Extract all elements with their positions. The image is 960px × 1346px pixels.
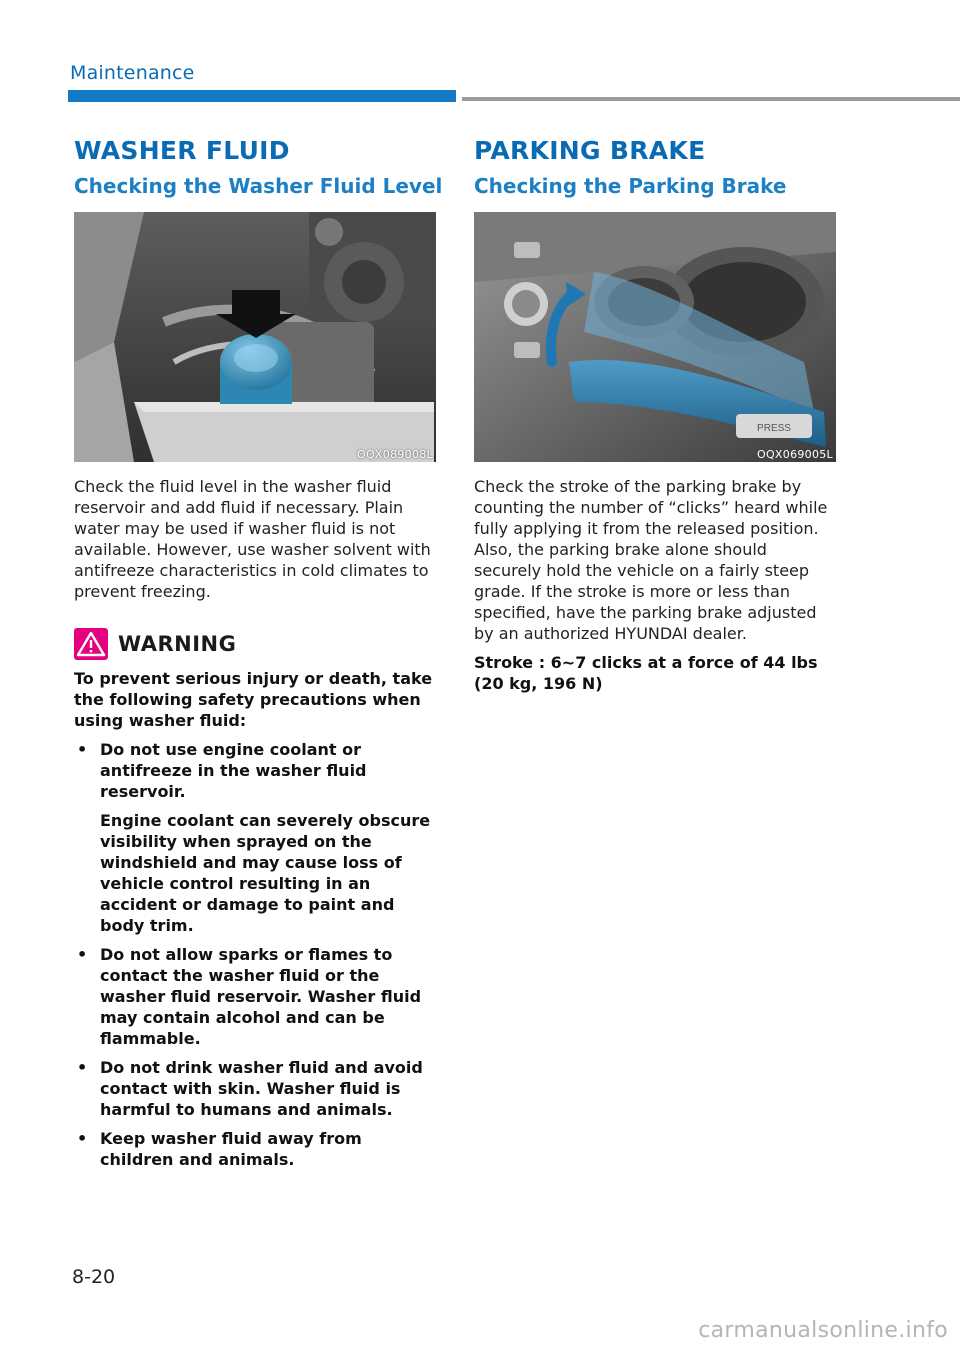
warning-label: WARNING xyxy=(118,632,237,656)
warning-item-text: Do not drink washer fluid and avoid contact with skin. Washer fluid is harmful to humans and animals. xyxy=(100,1058,423,1119)
warning-item-text: Do not use engine coolant or antifreeze in the washer fluid reservoir. xyxy=(100,740,367,801)
warning-item xyxy=(74,1057,436,1120)
section-title-parking-brake: PARKING BRAKE xyxy=(474,136,706,165)
warning-list xyxy=(74,739,436,1170)
parking-brake-illustration xyxy=(474,212,836,462)
site-watermark: carmanualsonline.info xyxy=(698,1318,948,1343)
page-number: 8-20 xyxy=(72,1266,116,1288)
subsection-title-parking-brake: Checking the Parking Brake xyxy=(474,174,787,198)
parking-brake-spec: Stroke : 6~7 clicks at a force of 44 lbs (20 kg, 196 N) xyxy=(474,653,818,693)
parking-brake-figure xyxy=(474,212,836,462)
warning-item-detail: Engine coolant can severely obscure visibility when sprayed on the windshield and may cause loss of vehicle control resulting in an accident or damage to paint and body trim. xyxy=(100,811,431,935)
subsection-title-washer-level: Checking the Washer Fluid Level xyxy=(74,174,443,198)
warning-item xyxy=(74,944,436,1049)
warning-item-text: Do not allow sparks or flames to contact the washer fluid or the washer fluid reservoir. Washer fluid may contain alcohol and can be flammable. xyxy=(100,945,422,1048)
washer-fluid-paragraph: Check the fluid level in the washer fluid reservoir and add fluid if necessary. Plain water may be used if washer fluid is not available. However, use washer solvent with antifreeze characteristics in cold climates to prevent freezing. xyxy=(74,477,431,601)
left-column xyxy=(74,134,443,1170)
figure-code: OQX089008L xyxy=(357,448,433,461)
warning-triangle-icon xyxy=(74,628,108,660)
warning-intro: To prevent serious injury or death, take the following safety precautions when using washer fluid: xyxy=(74,669,433,730)
section-title-washer-fluid: WASHER FLUID xyxy=(74,136,290,165)
engine-bay-illustration xyxy=(74,212,436,462)
washer-fluid-figure xyxy=(74,212,436,462)
right-column xyxy=(474,134,836,694)
figure-code: OQX069005L xyxy=(757,448,833,461)
header-rule-gray xyxy=(462,97,960,101)
warning-item-text: Keep washer fluid away from children and animals. xyxy=(100,1129,362,1169)
press-button-label: PRESS xyxy=(757,423,791,434)
header-rule-blue xyxy=(68,90,456,102)
warning-item xyxy=(74,739,436,936)
warning-item xyxy=(74,1128,436,1170)
running-header: Maintenance xyxy=(70,62,195,84)
warning-heading xyxy=(74,628,436,660)
parking-brake-paragraph: Check the stroke of the parking brake by counting the number of “clicks” heard while fully applying it from the released position. Also, the parking brake alone should securely hold the vehicle on a fairly steep grade. If the stroke is more or less than specified, have the parking brake adjusted by an authorized HYUNDAI dealer. xyxy=(474,477,828,643)
